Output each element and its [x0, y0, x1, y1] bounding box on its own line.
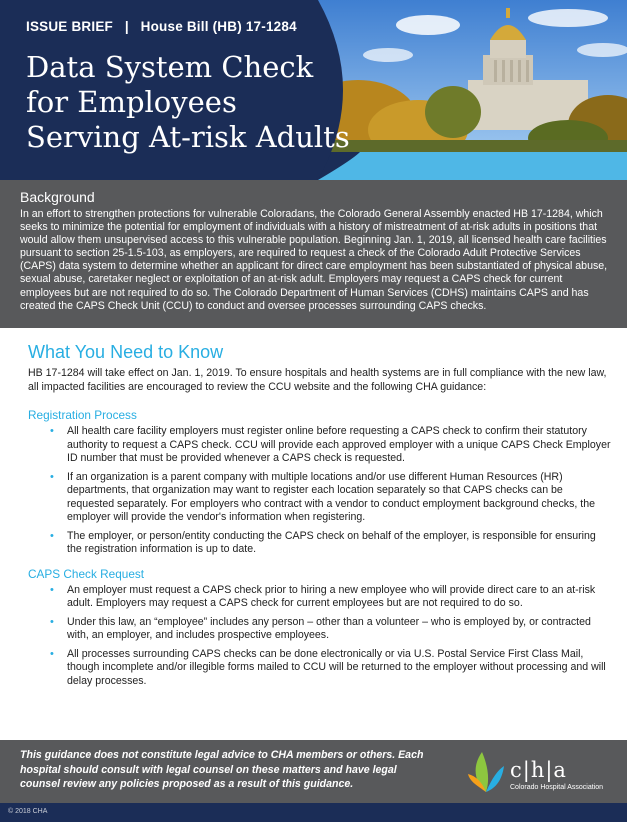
list-item-text: An employer must request a CAPS check prior to hiring a new employee who will provide direct care to an at-risk adult. Employers may request a CAPS check for current employees but are not required to do so. — [67, 583, 596, 609]
what-you-need-heading: What You Need to Know — [28, 342, 224, 362]
bullet-icon: • — [50, 425, 54, 437]
issue-brief-label: ISSUE BRIEF | House Bill (HB) 17-1284 — [26, 19, 297, 34]
list-item — [28, 530, 612, 557]
bullet-icon: • — [50, 529, 54, 542]
caps-request-list — [28, 584, 612, 689]
leaf-icon — [466, 748, 506, 794]
list-item — [28, 648, 612, 689]
copyright-text: © 2018 CHA — [8, 808, 48, 815]
bullet-icon: • — [50, 470, 54, 483]
copyright-bar — [0, 803, 627, 822]
list-item-text: The employer, or person/entity conducting the CAPS check on behalf of the employer, is responsible for ensuring the registration information is up to date. — [67, 529, 596, 555]
list-item-text: If an organization is a parent company with multiple locations and/or use different Human Resources (HR) departments, that organization may want to register each location separately so that CAPS checks can be requested separately. For employers who contract with a vendor to conduct employment background checks, the employer will provide the vendor's information when registering. — [67, 470, 596, 523]
list-item-text: All processes surrounding CAPS checks can be done electronically or via U.S. Postal Service First Class Mail, though incomplete and/or illegible forms mailed to CCU will be returned to the employer without processing and will delay processes. — [67, 647, 606, 687]
list-item-text: All health care facility employers must register online before requesting a CAPS check to confirm their statutory authority to request a CAPS check. CCU will provide each approved employer with a unique CAPS Check Employer ID number that must be provided whenever a CAPS check is requested. — [67, 425, 611, 464]
cha-logo — [466, 748, 626, 798]
list-item — [28, 425, 612, 466]
bullet-icon: • — [50, 615, 54, 628]
legal-disclaimer: This guidance does not constitute legal advice to CHA members or others. Each hospital should consult with legal counsel on these matters and have legal counsel review any policies proposed as a result of this guidance. — [20, 749, 424, 790]
intro-paragraph: HB 17-1284 will take effect on Jan. 1, 2019. To ensure hospitals and health systems are in full compliance with the new law, all impacted facilities are encouraged to review the CCU website and the following CHA guidance: — [28, 367, 607, 393]
registration-heading: Registration Process — [28, 408, 137, 422]
page-title: Data System Check for Employees Serving At-risk Adults — [26, 50, 350, 154]
background-section — [0, 180, 627, 328]
footer-disclaimer-bar — [0, 740, 627, 803]
list-item — [28, 616, 612, 643]
header-banner — [0, 0, 627, 180]
registration-list — [28, 425, 612, 557]
logo-wordmark: c|h|a — [510, 758, 567, 782]
caps-check-request-heading: CAPS Check Request — [28, 566, 145, 581]
main-content — [28, 342, 612, 698]
bullet-icon: • — [50, 583, 54, 596]
background-heading: Background — [20, 189, 95, 205]
list-item — [28, 584, 612, 611]
list-item-text: Under this law, an “employee” includes any person – other than a volunteer – who is employed by, or contracted with, an employer, and includes prospective employees. — [67, 615, 591, 641]
list-item — [28, 471, 612, 525]
bullet-icon: • — [50, 647, 54, 660]
background-body: In an effort to strengthen protections for vulnerable Coloradans, the Colorado General Assembly enacted HB 17-1284, which seeks to minimize the potential for employment of individuals with a history of mistreatment of at-risk adults in positions that would allow them unsupervised access to this vulnerable population. Beginning Jan. 1, 2019, all licensed health care facilities pursuant to section 25-1.5-103, as employers, are required to request a check of the Colorado Adult Protective Services (CAPS) data system to determine whether an applicant for direct care employment has been substantiated of physical abuse, sexual abuse, caretaker neglect or exploitation of an at-risk adult. Employers may request a CAPS check for current employees but are not required to do so. The Colorado Department of Human Services (CDHS) maintains CAPS and has created the CAPS Check Unit (CCU) to conduct and oversee processes surrounding CAPS checks. — [20, 208, 608, 312]
logo-subtitle: Colorado Hospital Association — [510, 784, 603, 791]
